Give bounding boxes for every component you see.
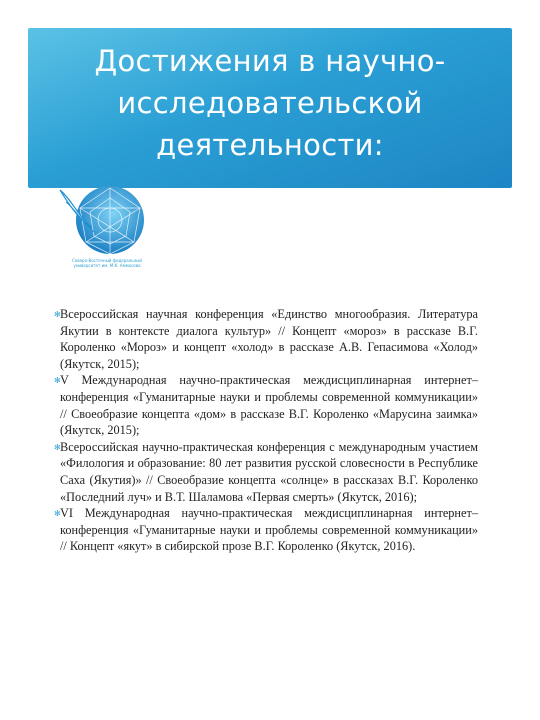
bullet-icon: ✻ — [54, 376, 61, 386]
title-line-3: деятельности: — [156, 128, 384, 162]
achievement-text: VI Международная научно-практическая междисциплинарная интернет–конференция «Гуманитарные науки и проблемы современной коммуникации» // Концепт «якут» в сибирской прозе В.Г. Короленко (Якутск, 2016). — [60, 506, 478, 554]
university-logo — [52, 180, 152, 270]
achievement-item — [54, 505, 478, 555]
bullet-icon: ✻ — [54, 310, 61, 319]
achievement-text: Всероссийская научная конференция «Единство многообразия. Литература Якутии в контексте диалога культур» // Концепт «мороз» в рассказе В.Г. Короленко «Мороз» и концепт «холод» в рассказе А.В. Гепасимова «Холод» (Якутск, 2015); — [60, 307, 478, 371]
title-line-2: исследовательской — [117, 86, 423, 120]
achievement-text: V Международная научно-практическая междисциплинарная интернет–конференция «Гуманитарные науки и проблемы современной коммуникации» // Своеобразие концепта «дом» в рассказе В.Г. Короленко «Марусина заимка» (Якутск, 2015); — [60, 373, 478, 438]
logo-caption: Северо-Восточный федеральный университет им. М.К. Аммосова — [71, 258, 143, 268]
bullet-icon: ✻ — [54, 509, 61, 519]
title-line-1: Достижения в научно- — [94, 44, 446, 78]
achievement-text: Всероссийская научно-практическая конференция с международным участием «Филология и образование: 80 лет развития русской словесности в Республике Саха (Якутия)» // Своеобразие концепта «солнце» в рассказах В.Г. Короленко «Последний луч» и В.Т. Шаламова «Первая смерть» (Якутск, 2016); — [60, 439, 478, 504]
bullet-icon: ✻ — [54, 442, 61, 452]
achievement-item — [54, 372, 478, 438]
achievement-item — [54, 306, 478, 372]
page-title — [28, 40, 512, 166]
title-banner — [28, 28, 512, 188]
achievements-list — [54, 306, 478, 555]
achievement-item — [54, 439, 478, 505]
